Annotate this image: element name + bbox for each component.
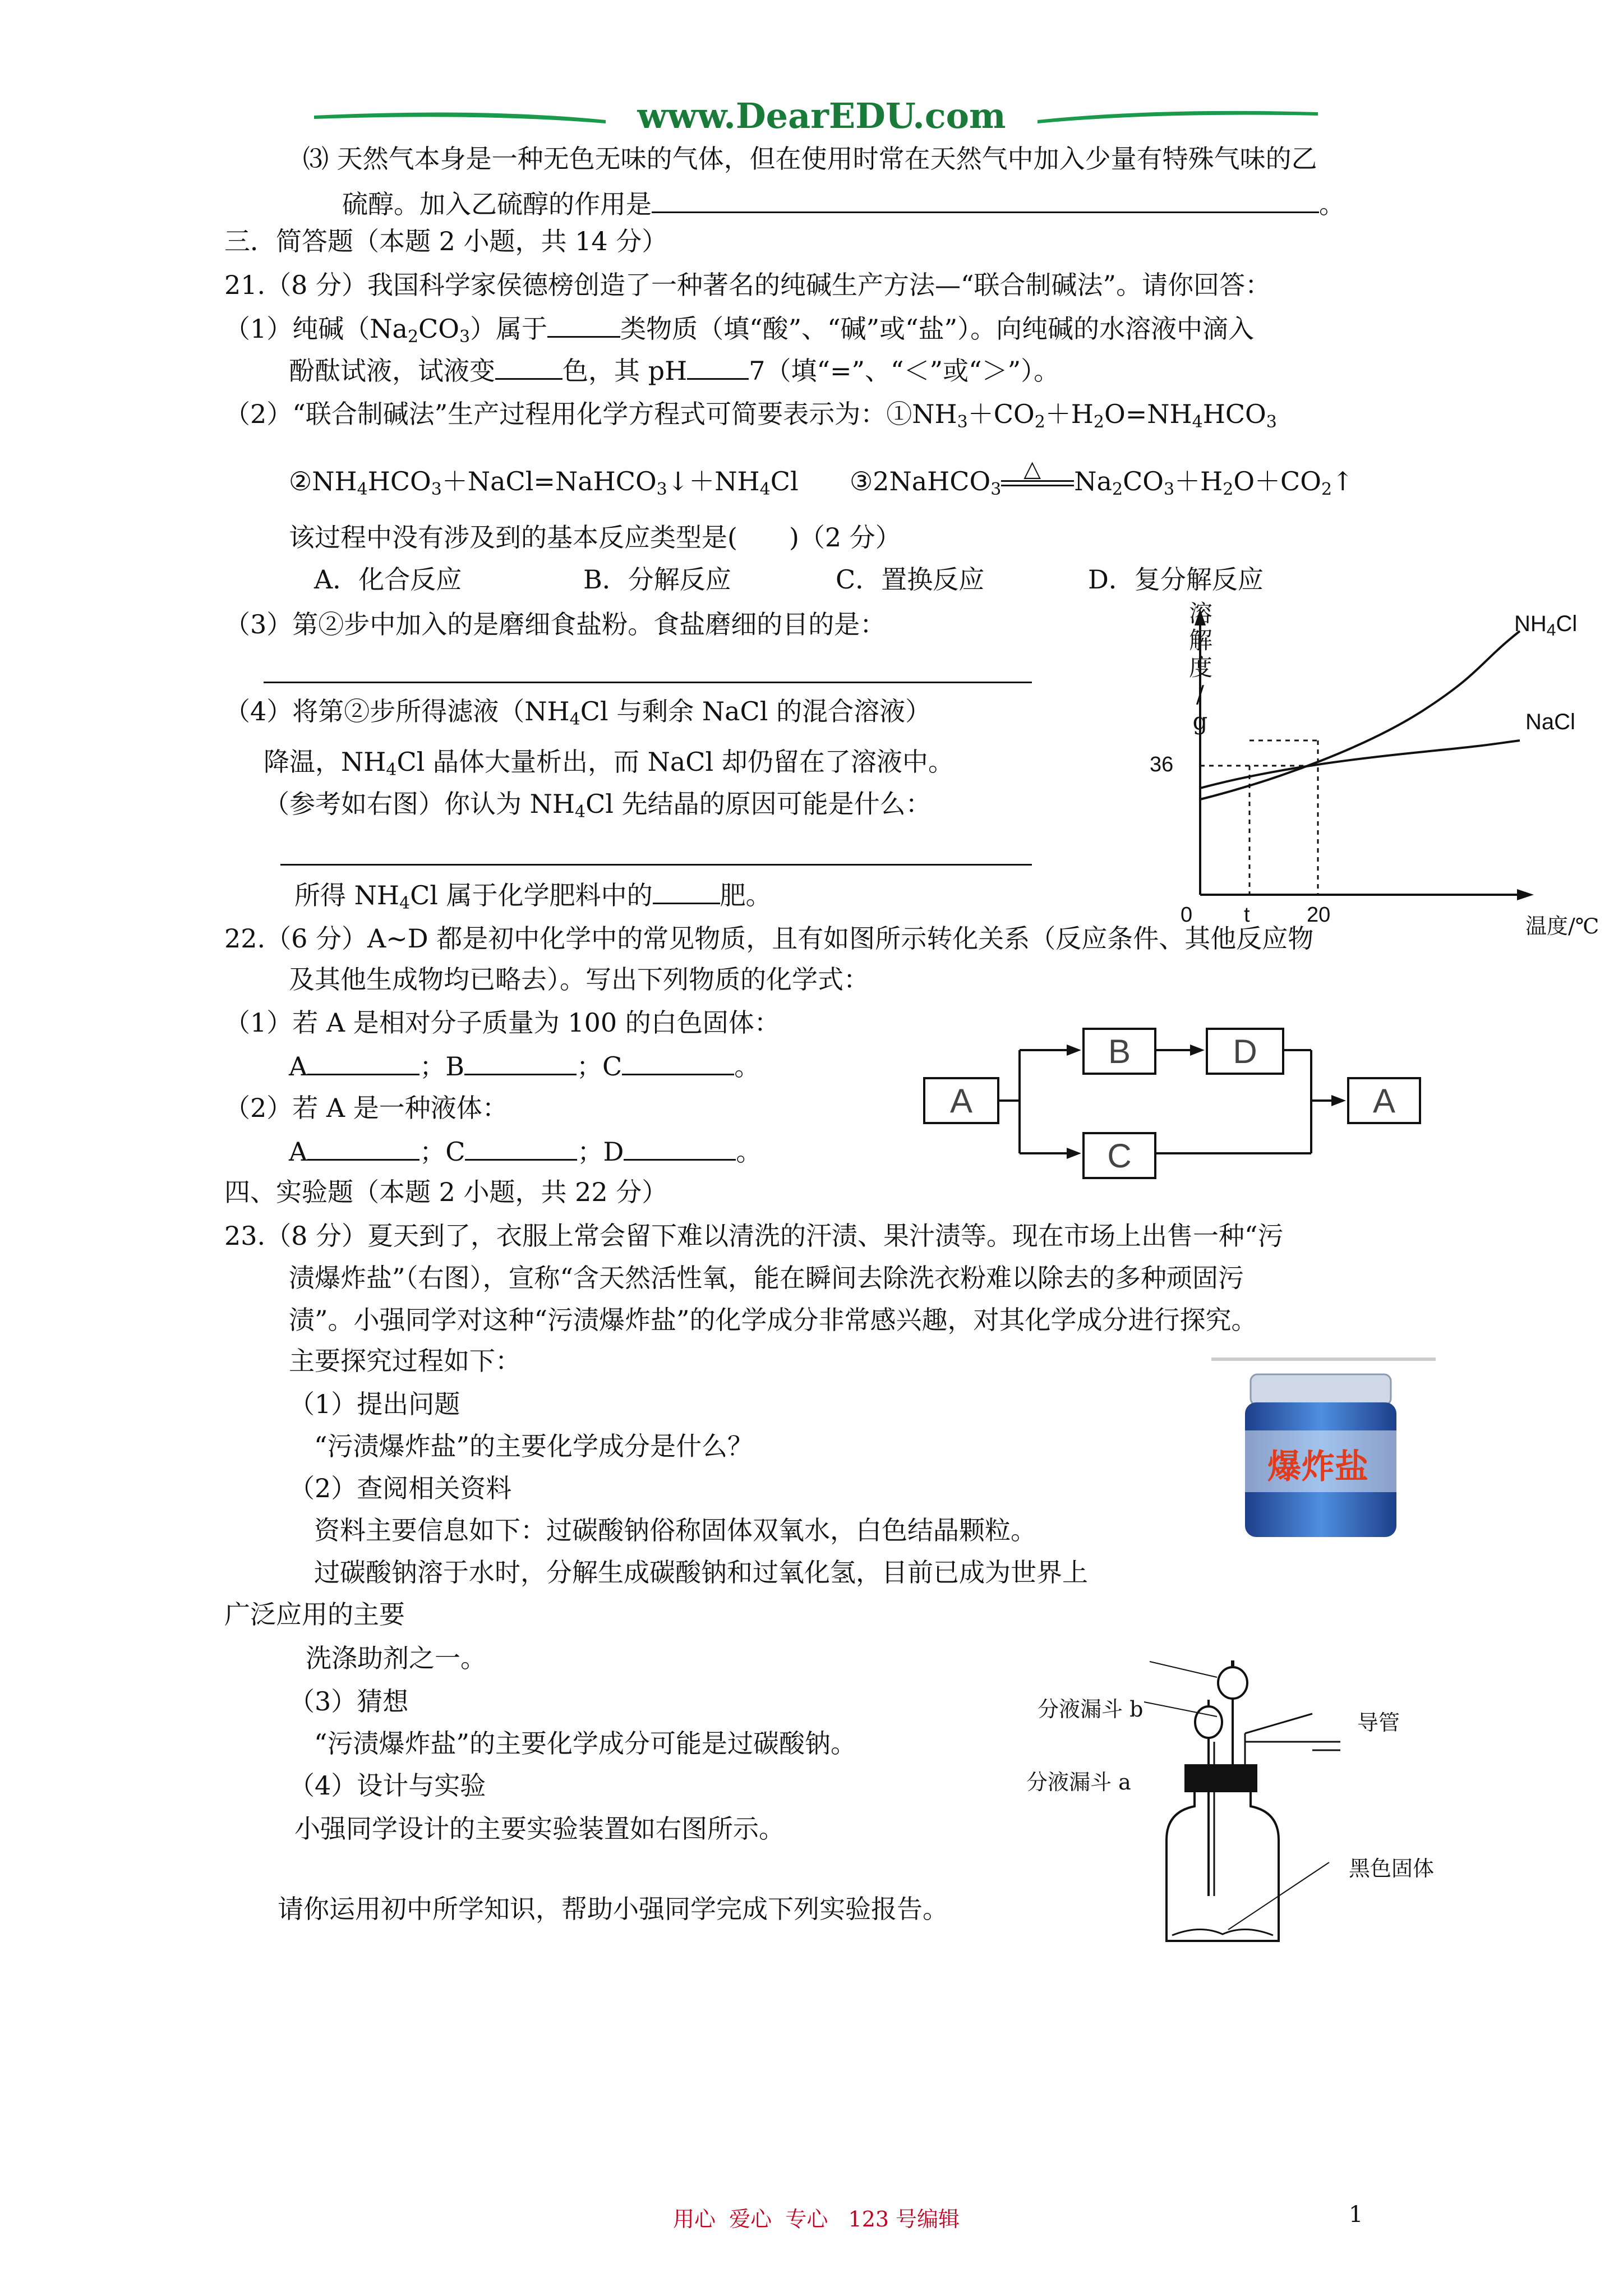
q21-eq2: $②NH_4HCO_3+NaCl=NaHCO_3↓+NH_4Cl$ [289, 466, 799, 499]
q21-p4-line4: 所得 $NH_4Cl$ 属于化学肥料中的 肥。 [294, 878, 772, 911]
q21-option-d[interactable]: D．复分解反应 [1088, 564, 1264, 595]
q20-3-line2 [342, 187, 1345, 220]
q22-p1: （1）若 A 是相对分子质量为 100 的白色固体： [224, 1007, 780, 1038]
page-number: 1 [1349, 2202, 1363, 2228]
heat-symbol: △ [1023, 456, 1041, 482]
q23-s3: （3）猜想 [289, 1686, 409, 1717]
q21-p2-intro: （2）“联合制碱法”生产过程用化学方程式可简要表示为：$①NH_3+CO_2+H_2O=NH_4HCO_3$ [224, 399, 1277, 432]
q22-box-a-end: A [1347, 1077, 1421, 1124]
apparatus-label-solid: 黑色固体 [1349, 1856, 1435, 1881]
q20-3-text: 硫醇。加入乙硫醇的作用是 [342, 189, 652, 219]
series-nacl-line [1200, 740, 1520, 788]
series-nh4cl-line [1200, 631, 1520, 799]
q23-l4: 主要探究过程如下： [289, 1346, 521, 1376]
q21-eq3: ③2NaHCO$_3$ △ $Na_2CO_3+H_2O+CO_2↑$ [850, 466, 1354, 497]
q22-box-a-start: A [923, 1077, 999, 1124]
q22-p2-blanks: A ；C ；D 。 [289, 1134, 762, 1167]
q23-s1: （1）提出问题 [289, 1389, 460, 1419]
q22-p1-blanks: A ；B ；C 。 [289, 1049, 760, 1082]
section3-heading: 三．简答题（本题 2 小题，共 14 分） [224, 226, 668, 256]
chart-origin: 0 [1181, 903, 1193, 927]
product-jar-image [1211, 1358, 1436, 1554]
q23-s1-text: “污渍爆炸盐”的主要化学成分是什么？ [314, 1431, 754, 1461]
q23-s3-text: “污渍爆炸盐”的主要化学成分可能是过碳酸钠。 [314, 1728, 857, 1759]
q23-ending: 请你运用初中所学知识，帮助小强同学完成下列实验报告。 [278, 1894, 948, 1924]
q23-s2-text2: 过碳酸钠溶于水时，分解生成碳酸钠和过氧化氢，目前已成为世界上 [314, 1557, 1088, 1588]
q22-p1-blank-a[interactable] [307, 1049, 419, 1075]
product-photo [1211, 1358, 1436, 1554]
header-logo-text[interactable]: www.DearEDU.com [637, 95, 1006, 136]
q22-intro2: 及其他生成物均已略去）。写出下列物质的化学式： [289, 964, 869, 995]
q21-intro: 21.（8 分）我国科学家侯德榜创造了一种著名的纯碱生产方法—“联合制碱法”。请你回答： [224, 270, 1271, 300]
q21-p1-line2: 酚酞试液，试液变 色，其 pH 7（填“=”、“＜”或“＞”）。 [289, 353, 1059, 386]
q23-s2-text1: 资料主要信息如下：过碳酸钠俗称固体双氧水，白色结晶颗粒。 [314, 1515, 1036, 1545]
q21-p4-line3: （参考如右图）你认为 $NH_4Cl$ 先结晶的原因可能是什么： [264, 789, 932, 822]
apparatus-diagram [1026, 1660, 1481, 1952]
q20-3-end: 。 [1319, 189, 1345, 219]
q22-p2: （2）若 A 是一种液体： [224, 1093, 508, 1123]
chart-ytick-36: 36 [1150, 753, 1174, 776]
section4-heading: 四、实验题（本题 2 小题，共 22 分） [224, 1177, 668, 1207]
chart-ylabel: 溶 解 度 / g [1189, 600, 1213, 735]
apparatus-label-tube: 导管 [1357, 1710, 1400, 1735]
apparatus-label-funnel-a: 分液漏斗 a [1026, 1770, 1131, 1795]
solubility-chart [1133, 600, 1604, 937]
q21-blank-type[interactable] [547, 311, 620, 338]
q21-p2-question: 该过程中没有涉及到的基本反应类型是( )（2 分） [289, 522, 901, 553]
chart-xtick-20: 20 [1307, 903, 1331, 927]
q21-p3-blank[interactable] [264, 682, 1032, 683]
q20-3-blank[interactable] [652, 187, 1319, 213]
q21-blank-ph[interactable] [687, 353, 749, 380]
q23-l2: 渍爆炸盐”（右图），宣称“含天然活性氧，能在瞬间去除洗衣粉难以除去的多种顽固污 [289, 1263, 1244, 1293]
chart-series-nacl-label: NaCl [1525, 710, 1575, 734]
q21-p4-line1: （4）将第②步所得滤液（$NH_4Cl$ 与剩余 NaCl 的混合溶液） [224, 696, 932, 729]
q22-diagram [920, 1021, 1447, 1184]
x-axis-arrow [1517, 889, 1534, 900]
q23-s4-text: 小强同学设计的主要实验装置如右图所示。 [294, 1814, 785, 1844]
q21-p4-blank[interactable] [280, 864, 1032, 866]
chart-xlabel: 温度/℃ [1525, 914, 1599, 938]
q22-box-b: B [1082, 1028, 1156, 1075]
q22-box-c: C [1082, 1132, 1156, 1179]
q23-s2-text3: 广泛应用的主要 [224, 1599, 405, 1630]
q22-p1-blank-b[interactable] [464, 1049, 577, 1075]
q21-blank-color[interactable] [495, 353, 562, 380]
chart-series-nh4cl-label: $NH_4Cl$ [1514, 611, 1578, 639]
product-label: 爆炸盐 [1267, 1447, 1368, 1487]
q21-p4-line2: 降温，$NH_4Cl$ 晶体大量析出，而 NaCl 却仍留在了溶液中。 [264, 747, 954, 780]
footer-text: 用心 爱心 专心 123 号编辑 [673, 2207, 960, 2231]
q21-p1-line1: （1）纯碱$(Na_2CO_3)$属于 类物质（填“酸”、“碱”或“盐”）。向纯碱的水溶液中滴入 [224, 311, 1254, 344]
q22-p1-blank-c[interactable] [622, 1049, 734, 1075]
q22-p2-blank-d[interactable] [624, 1134, 736, 1161]
q21-option-b[interactable]: B．分解反应 [583, 564, 731, 595]
q21-option-c[interactable]: C．置换反应 [836, 564, 985, 595]
q23-s4: （4）设计与实验 [289, 1770, 486, 1801]
chart-xtick-t: t [1244, 903, 1250, 927]
q21-p3: （3）第②步中加入的是磨细食盐粉。食盐磨细的目的是： [224, 609, 886, 639]
header-logo [314, 95, 1318, 140]
q21-option-a[interactable]: A．化合反应 [314, 564, 462, 595]
q23-s2: （2）查阅相关资料 [289, 1473, 512, 1503]
apparatus-label-funnel-b: 分液漏斗 b [1038, 1697, 1144, 1722]
q23-l3: 渍”。小强同学对这种“污渍爆炸盐”的化学成分非常感兴趣，对其化学成分进行探究。 [289, 1305, 1257, 1335]
q23-s2-text4: 洗涤助剂之一。 [306, 1643, 486, 1673]
q22-p2-blank-a[interactable] [307, 1134, 419, 1161]
q21-blank-fertilizer[interactable] [653, 878, 720, 904]
q22-p2-blank-c[interactable] [465, 1134, 577, 1161]
q23-l1: 23.（8 分）夏天到了，衣服上常会留下难以清洗的汗渍、果汁渍等。现在市场上出售一种“污 [224, 1221, 1284, 1251]
q22-box-d: D [1206, 1028, 1284, 1075]
q22-intro: 22.（6 分）A~D 都是初中化学中的常见物质，且有如图所示转化关系（反应条件、其他反应物 [224, 923, 1314, 954]
q20-3-line1: ⑶ 天然气本身是一种无色无味的气体，但在使用时常在天然气中加入少量有特殊气味的乙 [303, 144, 1317, 174]
